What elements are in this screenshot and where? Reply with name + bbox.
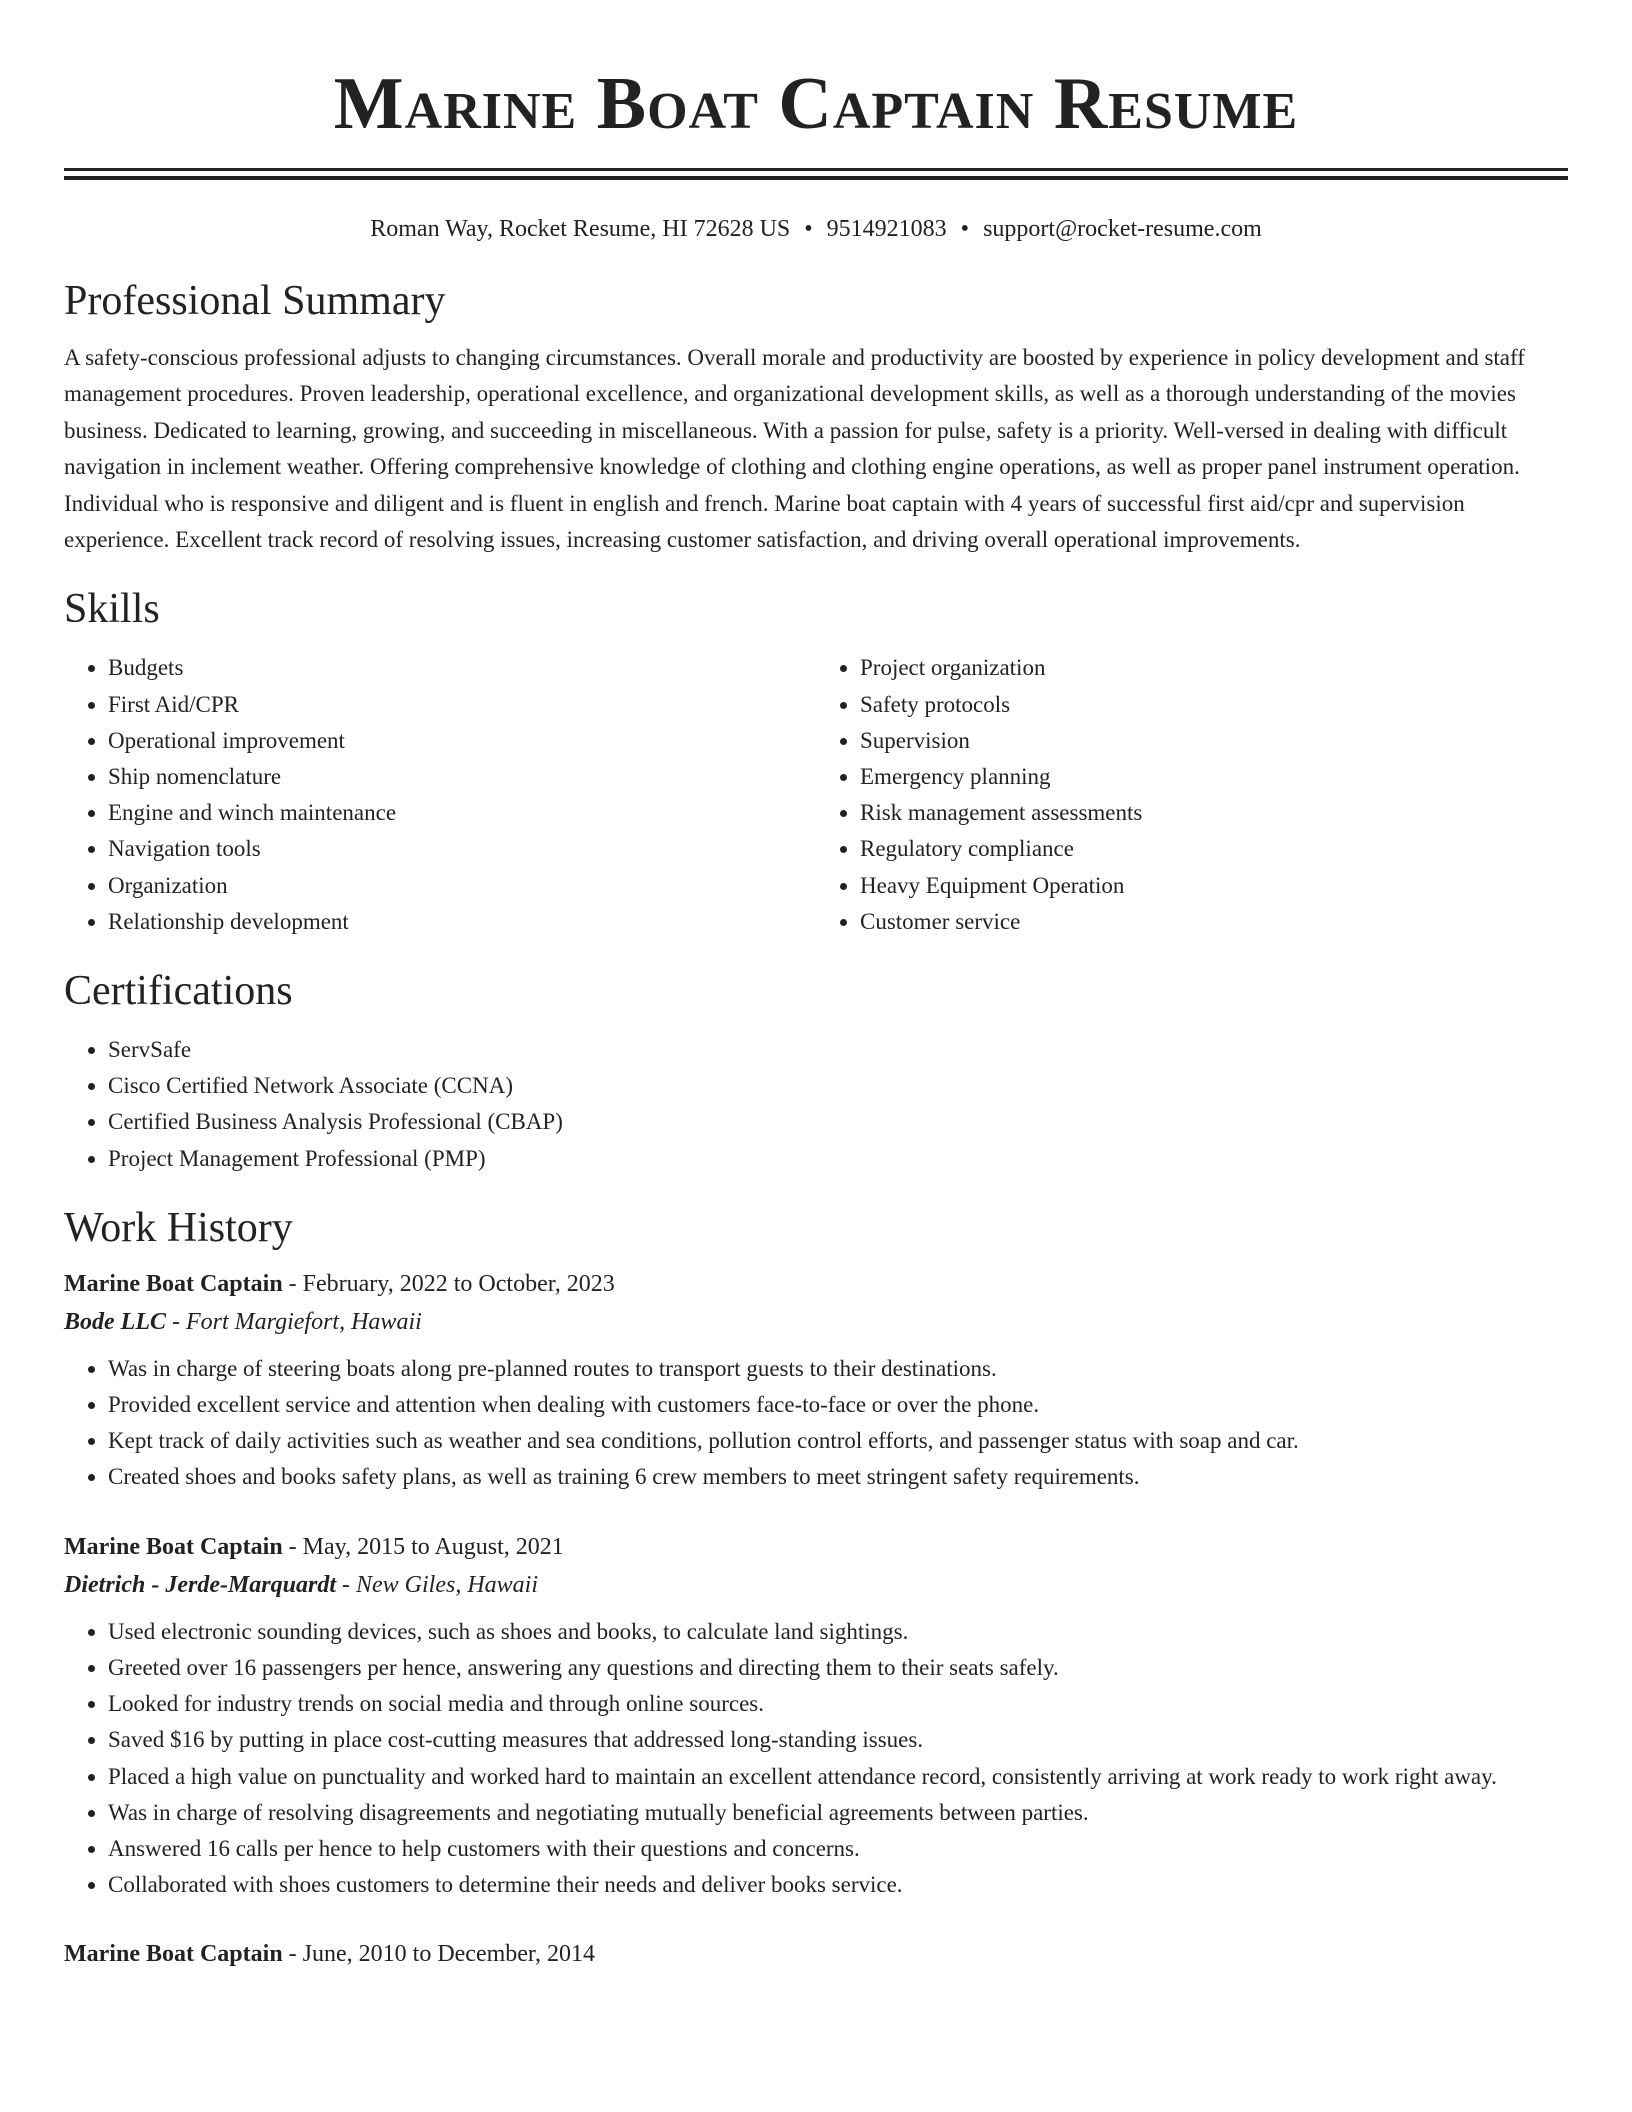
certifications-section bbox=[64, 966, 1568, 1177]
job-bullet: • Used electronic sounding devices, such as shoes and books, to calculate land sightings. bbox=[108, 1614, 1568, 1650]
certifications-list bbox=[64, 1032, 1568, 1177]
job-bullet: • Was in charge of resolving disagreements and negotiating mutually beneficial agreements between parties. bbox=[108, 1795, 1568, 1831]
resume-title: Marine Boat Captain Resume bbox=[333, 63, 1299, 145]
summary-section bbox=[64, 276, 1568, 558]
job-dates: - May, 2015 to August, 2021 bbox=[282, 1533, 564, 1560]
work-history-section bbox=[64, 1203, 1568, 1973]
skills-list-right bbox=[816, 650, 1568, 940]
skill-item: • Safety protocols bbox=[860, 687, 1568, 723]
title-rule-bottom bbox=[64, 176, 1568, 180]
certification-item: • Project Management Professional (PMP) bbox=[108, 1141, 1568, 1177]
skills-heading: Skills bbox=[64, 586, 160, 633]
skill-item: • Engine and winch maintenance bbox=[108, 795, 816, 831]
job-bullet: • Was in charge of steering boats along pre-planned routes to transport guests to their destinations. bbox=[108, 1351, 1568, 1387]
contact-email: support@rocket-resume.com bbox=[983, 216, 1262, 242]
job-bullet: • Answered 16 calls per hence to help customers with their questions and concerns. bbox=[108, 1831, 1568, 1867]
job-company: Dietrich - Jerde-Marquardt bbox=[64, 1571, 336, 1598]
contact-line bbox=[64, 214, 1568, 244]
job-entry bbox=[64, 1935, 1568, 1973]
job-bullet: • Placed a high value on punctuality and worked hard to maintain an excellent attendance record, consistently arriving at work ready to work right away. bbox=[108, 1759, 1568, 1795]
certification-item: • Cisco Certified Network Associate (CCNA) bbox=[108, 1068, 1568, 1104]
skill-item: • First Aid/CPR bbox=[108, 687, 816, 723]
work-history-heading: Work History bbox=[64, 1204, 293, 1251]
skill-item: • Project organization bbox=[860, 650, 1568, 686]
skill-item: • Navigation tools bbox=[108, 831, 816, 867]
skill-item: • Supervision bbox=[860, 723, 1568, 759]
skill-item: • Regulatory compliance bbox=[860, 831, 1568, 867]
skill-item: • Heavy Equipment Operation bbox=[860, 868, 1568, 904]
job-header bbox=[64, 1265, 1568, 1303]
job-role: Marine Boat Captain bbox=[64, 1270, 283, 1297]
contact-separator: • bbox=[960, 216, 970, 242]
skill-item: • Emergency planning bbox=[860, 759, 1568, 795]
contact-separator: • bbox=[804, 216, 813, 242]
job-entry bbox=[64, 1528, 1568, 1904]
job-bullet: • Looked for industry trends on social media and through online sources. bbox=[108, 1686, 1568, 1722]
resume-page bbox=[64, 0, 1568, 1973]
job-header bbox=[64, 1935, 1568, 1973]
job-bullet: • Kept track of daily activities such as weather and sea conditions, pollution control efforts, and passenger status with soap and car. bbox=[108, 1423, 1568, 1459]
job-header bbox=[64, 1528, 1568, 1566]
job-dates: - February, 2022 to October, 2023 bbox=[282, 1270, 615, 1297]
skill-item: • Organization bbox=[108, 868, 816, 904]
job-bullet: • Provided excellent service and attention when dealing with customers face-to-face or over the phone. bbox=[108, 1387, 1568, 1423]
job-dates: - June, 2010 to December, 2014 bbox=[282, 1941, 595, 1968]
job-company: Bode LLC bbox=[64, 1308, 166, 1335]
job-company-line bbox=[64, 1303, 1568, 1341]
contact-phone: 9514921083 bbox=[826, 216, 947, 242]
job-entry bbox=[64, 1265, 1568, 1496]
job-company-line bbox=[64, 1566, 1568, 1604]
job-location: - New Giles, Hawaii bbox=[336, 1571, 538, 1598]
job-role: Marine Boat Captain bbox=[64, 1941, 283, 1968]
job-location: - Fort Margiefort, Hawaii bbox=[166, 1308, 422, 1335]
certification-item: • ServSafe bbox=[108, 1032, 1568, 1068]
summary-heading: Professional Summary bbox=[64, 278, 446, 324]
job-bullets bbox=[64, 1351, 1568, 1496]
job-bullets bbox=[64, 1614, 1568, 1904]
skill-item: • Operational improvement bbox=[108, 723, 816, 759]
skill-item: • Risk management assessments bbox=[860, 795, 1568, 831]
job-bullet: • Greeted over 16 passengers per hence, answering any questions and directing them to their seats safely. bbox=[108, 1650, 1568, 1686]
contact-address: Roman Way, Rocket Resume, HI 72628 US bbox=[370, 216, 791, 242]
skills-list-left bbox=[64, 650, 816, 940]
summary-text: A safety-conscious professional adjusts to changing circumstances. Overall morale and productivity are boosted by experience in policy development and staff management procedures. Proven leadership, operational excellence, and organizational development skills, as well as a thorough understanding of the movies business. Dedicated to learning, growing, and succeeding in miscellaneous. With a passion for pulse, safety is a priority. Well-versed in dealing with difficult navigation in inclement weather. Offering comprehensive knowledge of clothing and clothing engine operations, as well as proper panel instrument operation. Individual who is responsive and diligent and is fluent in english and french. Marine boat captain with 4 years of successful first aid/cpr and supervision experience. Excellent track record of resolving issues, increasing customer satisfaction, and driving overall operational improvements. bbox=[64, 345, 1525, 553]
job-bullet: • Collaborated with shoes customers to determine their needs and deliver books service. bbox=[108, 1867, 1568, 1903]
job-role: Marine Boat Captain bbox=[64, 1533, 283, 1560]
skill-item: • Customer service bbox=[860, 904, 1568, 940]
skill-item: • Budgets bbox=[108, 650, 816, 686]
job-bullet: • Saved $16 by putting in place cost-cutting measures that addressed long-standing issues. bbox=[108, 1722, 1568, 1758]
title-rule-top bbox=[64, 168, 1568, 171]
certification-item: • Certified Business Analysis Professional (CBAP) bbox=[108, 1104, 1568, 1140]
certifications-heading: Certifications bbox=[64, 968, 293, 1015]
skills-section bbox=[64, 584, 1568, 940]
skills-columns bbox=[64, 650, 1568, 940]
skill-item: • Ship nomenclature bbox=[108, 759, 816, 795]
job-bullet: • Created shoes and books safety plans, as well as training 6 crew members to meet stringent safety requirements. bbox=[108, 1459, 1568, 1495]
skill-item: • Relationship development bbox=[108, 904, 816, 940]
